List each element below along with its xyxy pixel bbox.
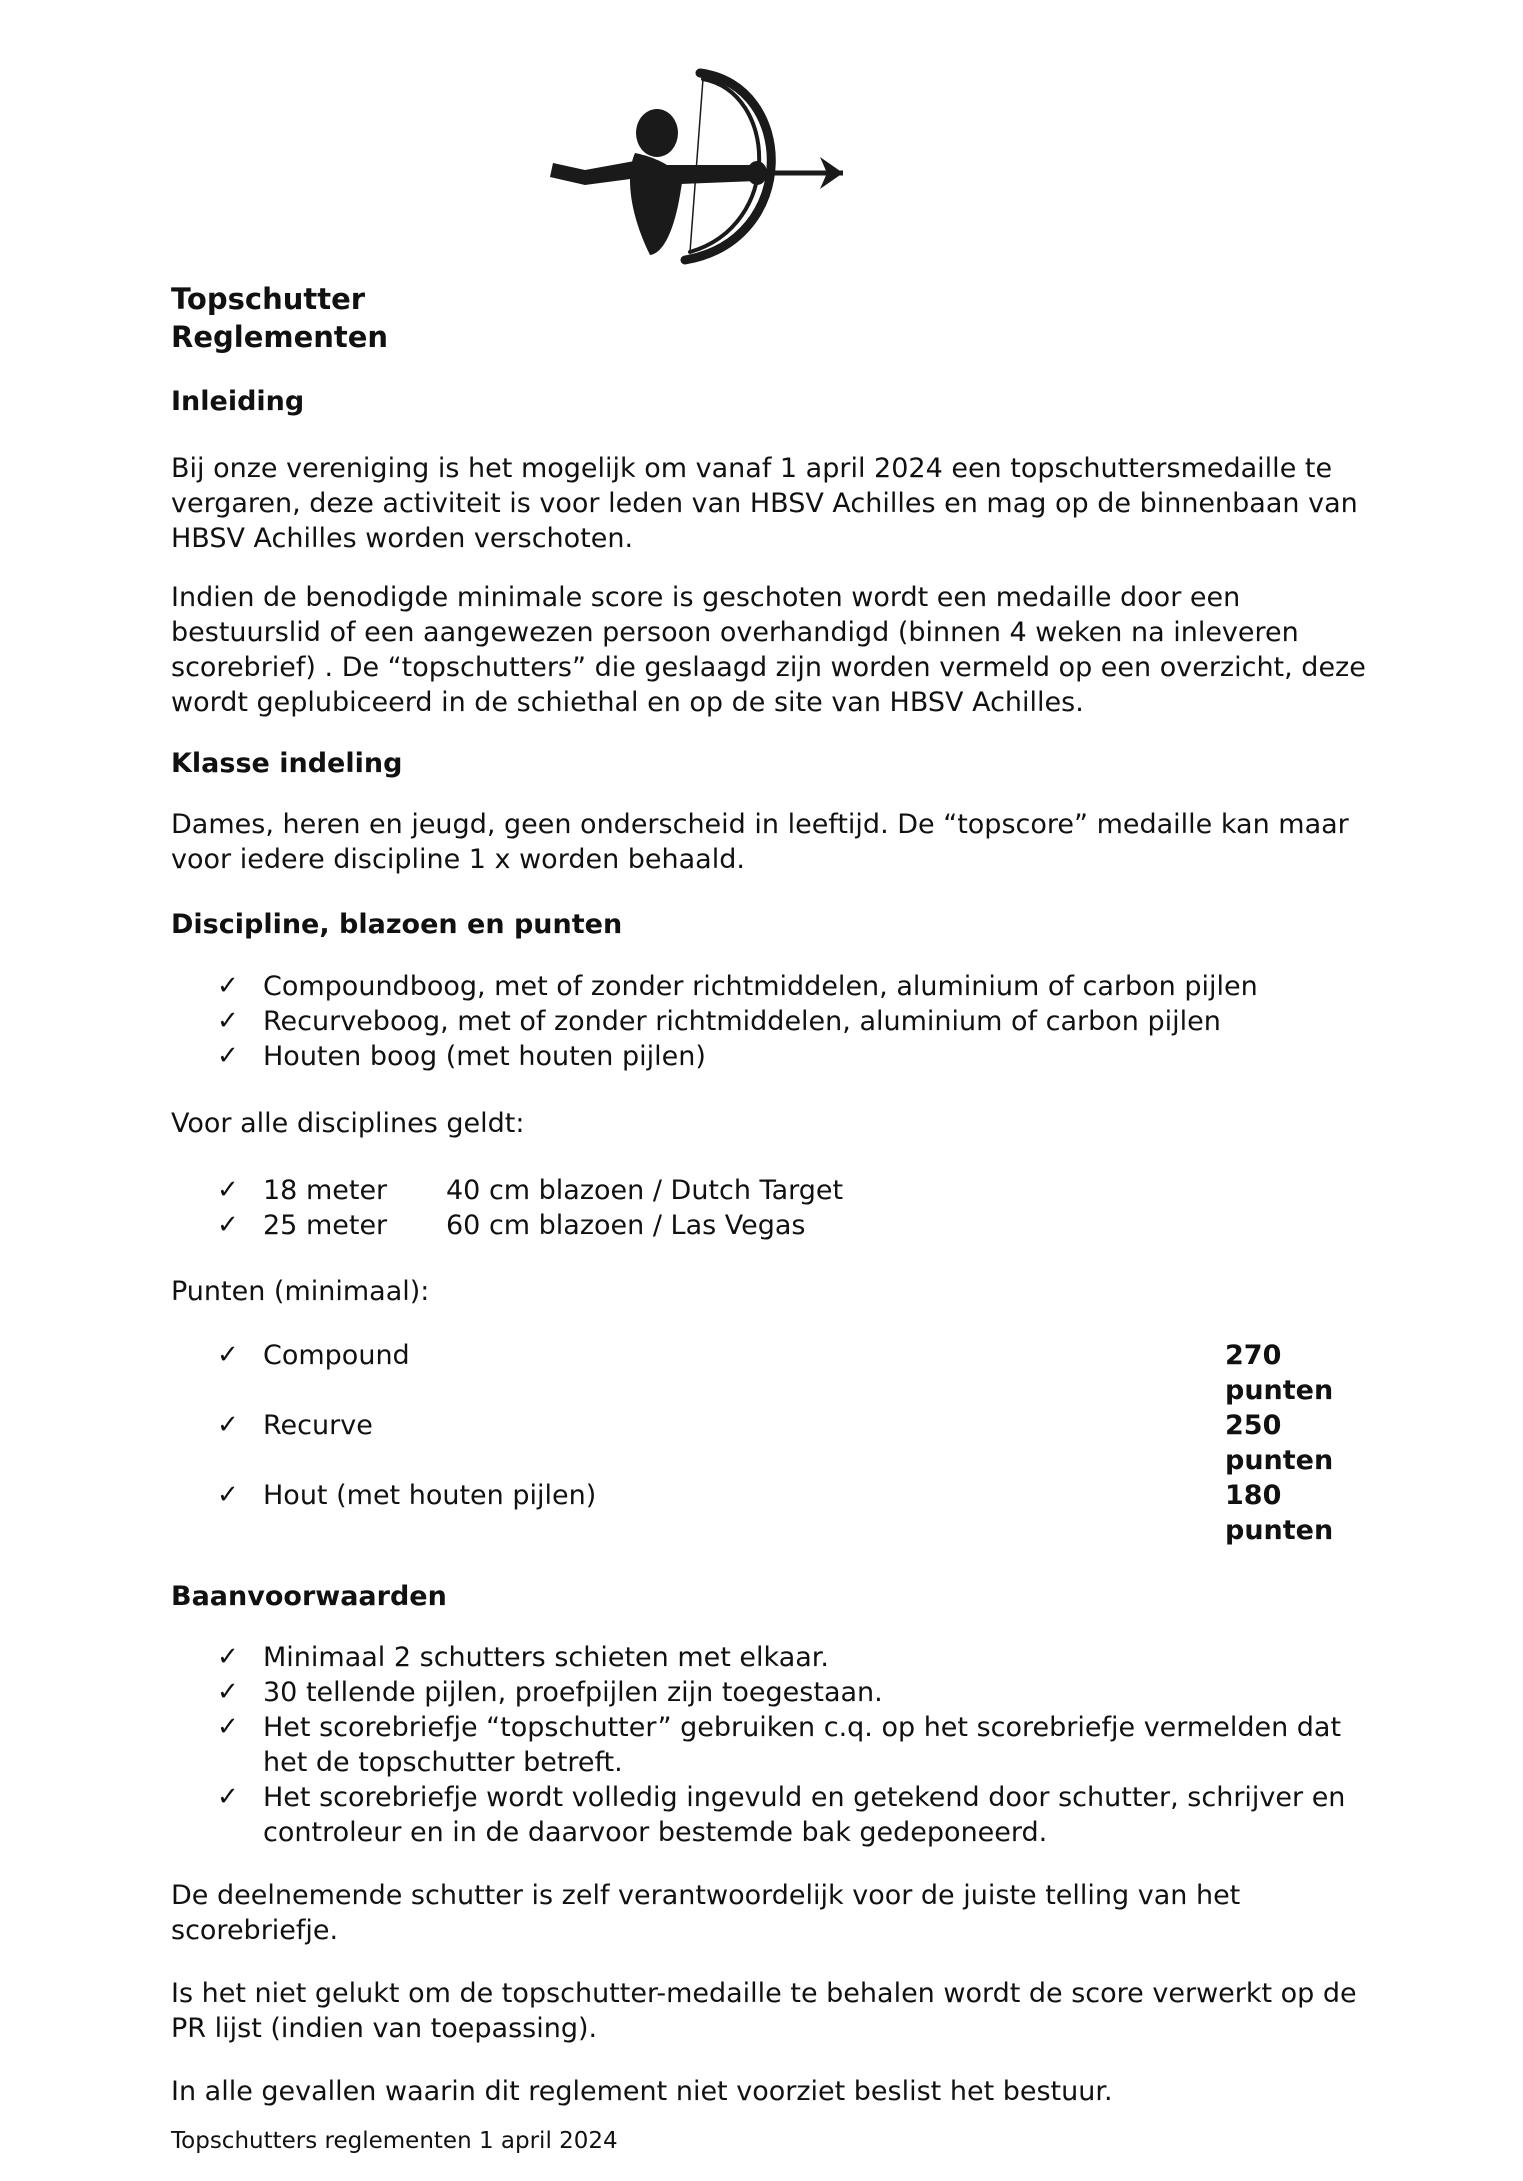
archer-logo xyxy=(545,65,860,265)
list-item: ✓ Houten boog (met houten pijlen) xyxy=(217,1041,706,1072)
document-subtitle: Reglementen xyxy=(171,320,389,354)
points-list xyxy=(171,1338,1391,1548)
list-item: ✓ 18 meter 40 cm blazoen / Dutch Target xyxy=(217,1175,844,1206)
checkmark-icon: ✓ xyxy=(217,1006,239,1036)
list-item: ✓ Het scorebriefje “topschutter” gebruiken c.q. op het scorebriefje vermelden dat het de topschutter betreft. xyxy=(217,1712,1342,1778)
paragraph-closing-1: De deelnemende schutter is zelf verantwoordelijk voor de juiste telling van het scorebriefje. xyxy=(171,1880,1241,1946)
paragraph-closing-3: In alle gevallen waarin dit reglement niet voorziet beslist het bestuur. xyxy=(171,2076,1113,2107)
list-item: ✓ Compoundboog, met of zonder richtmiddelen, aluminium of carbon pijlen xyxy=(217,971,1258,1002)
checkmark-icon: ✓ xyxy=(217,1210,239,1240)
checkmark-icon: ✓ xyxy=(217,1712,239,1742)
list-item: ✓ Het scorebriefje wordt volledig ingevuld en getekend door schutter, schrijver en controleur en in de daarvoor bestemde bak gedeponeerd. xyxy=(217,1782,1346,1848)
document-body xyxy=(171,280,1391,2109)
list-item: ✓ Recurve 250 punten xyxy=(217,1410,1334,1476)
heading-discipline: Discipline, blazoen en punten xyxy=(171,909,623,940)
page-footer: Topschutters reglementen 1 april 2024 xyxy=(171,2128,618,2154)
checkmark-icon: ✓ xyxy=(217,1480,239,1510)
distance-list xyxy=(171,1173,1391,1243)
heading-inleiding: Inleiding xyxy=(171,386,305,417)
heading-baanvoorwaarden: Baanvoorwaarden xyxy=(171,1581,447,1612)
paragraph-closing-2: Is het niet gelukt om de topschutter-medaille te behalen wordt de score verwerkt op de PR lijst (indien van toepassing). xyxy=(171,1978,1357,2044)
list-item: ✓ Recurveboog, met of zonder richtmiddelen, aluminium of carbon pijlen xyxy=(217,1006,1221,1037)
paragraph-voor-alle: Voor alle disciplines geldt: xyxy=(171,1108,525,1139)
paragraph-punten-label: Punten (minimaal): xyxy=(171,1276,430,1307)
checkmark-icon: ✓ xyxy=(217,1410,239,1440)
list-item: ✓ 30 tellende pijlen, proefpijlen zijn toegestaan. xyxy=(217,1677,883,1708)
checkmark-icon: ✓ xyxy=(217,971,239,1001)
checkmark-icon: ✓ xyxy=(217,1782,239,1812)
list-item: ✓ Compound 270 punten xyxy=(217,1340,1334,1406)
list-item: ✓ Minimaal 2 schutters schieten met elkaar. xyxy=(217,1642,829,1673)
paragraph-klasse: Dames, heren en jeugd, geen onderscheid in leeftijd. De “topscore” medaille kan maar voor iedere discipline 1 x worden behaald. xyxy=(171,809,1349,875)
paragraph-inleiding-1: Bij onze vereniging is het mogelijk om vanaf 1 april 2024 een topschuttersmedaille te vergaren, deze activiteit is voor leden van HBSV Achilles en mag op de binnenbaan van HBSV Achilles worden verschoten. xyxy=(171,453,1358,554)
checkmark-icon: ✓ xyxy=(217,1677,239,1707)
paragraph-inleiding-2: Indien de benodigde minimale score is geschoten wordt een medaille door een bestuurslid of een aangewezen persoon overhandigd (binnen 4 weken na inleveren scorebrief) . De “topschutters” die geslaagd zijn worden vermeld op een overzicht, deze wordt geplubiceerd in de schiethal en op de site van HBSV Achilles. xyxy=(171,582,1366,718)
heading-klasse-indeling: Klasse indeling xyxy=(171,748,403,779)
checkmark-icon: ✓ xyxy=(217,1642,239,1672)
discipline-list xyxy=(171,969,1391,1074)
checkmark-icon: ✓ xyxy=(217,1175,239,1205)
list-item: ✓ Hout (met houten pijlen) 180 punten xyxy=(217,1480,1334,1546)
list-item: ✓ 25 meter 60 cm blazoen / Las Vegas xyxy=(217,1210,806,1241)
document-title: Topschutter xyxy=(171,282,366,316)
baan-list xyxy=(171,1640,1391,1850)
checkmark-icon: ✓ xyxy=(217,1340,239,1370)
checkmark-icon: ✓ xyxy=(217,1041,239,1071)
